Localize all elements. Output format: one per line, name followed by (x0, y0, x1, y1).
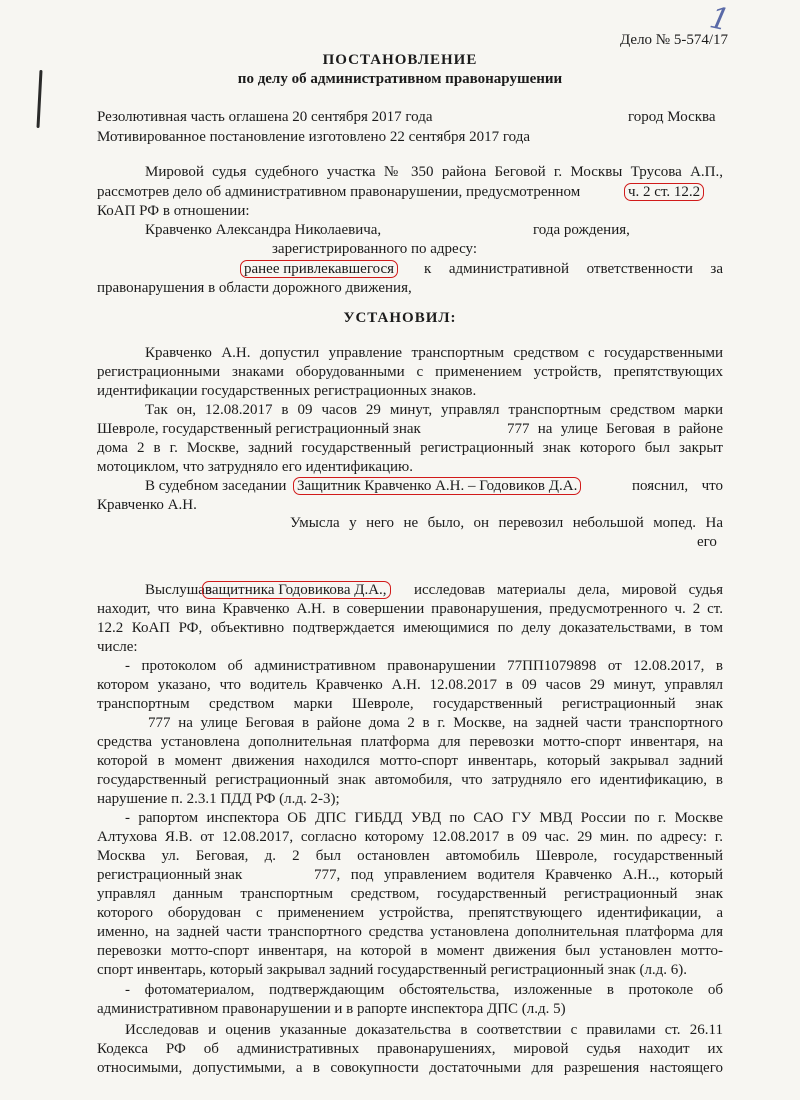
body-line: пояснил, что (632, 478, 723, 494)
intro-highlight (628, 182, 700, 202)
body-line: Кодекса РФ об административных правонарушениях, мировой судья находит их (97, 1041, 723, 1057)
body-line: Шевроле, государственный регистрационный знак (97, 421, 421, 437)
body-line: В судебном заседании (145, 478, 287, 494)
birth-year-label: года рождения, (533, 222, 630, 238)
body-line: Так он, 12.08.2017 в 09 часов 29 минут, управлял транспортным средством марки (145, 402, 723, 418)
intro-line: к административной ответственности за (424, 261, 723, 277)
body-line: Исследовав и оценив указанные доказательства в соответствии с правилами ст. 26.11 (125, 1022, 723, 1038)
evidence-line: транспортным средством марки Шевроле, государственный регистрационный знак (97, 696, 723, 712)
evidence-line: средства установлена дополнительная платформа для перевозки мотто-спорт инвентаря, на (97, 734, 723, 750)
registered-address-label: зарегистрированного по адресу: (272, 241, 477, 257)
intro-line (97, 182, 580, 202)
defendant-name: Кравченко Александра Николаевича, (145, 222, 382, 238)
circled-defender: Защитник Кравченко А.Н. – Годовиков Д.А. (293, 477, 581, 495)
intro-text: рассмотрев дело об административном правонарушении, предусмотренном (97, 184, 581, 200)
established-heading: УСТАНОВИЛ: (343, 310, 457, 326)
body-line: относимыми, допустимыми, а в совокупности достаточными для разрешения настоящего (97, 1060, 723, 1076)
defender-highlight (206, 580, 387, 600)
body-line: идентификации государственных регистрационных знаков. (97, 383, 477, 399)
circled-article: ч. 2 ст. 12.2 (624, 183, 704, 201)
evidence-line: которого оборудован с применением устройства, препятствующего идентификации, а (97, 905, 723, 921)
evidence-line: Алтухова Я.В. от 12.08.2017, согласно которому 12.08.2017 в 09 час. 29 мин. по адресу: г. (97, 829, 723, 845)
body-line: числе: (97, 639, 138, 655)
evidence-line: управлял данным транспортным средством, государственный регистрационный знак (97, 886, 723, 902)
body-line: его (697, 534, 717, 550)
circled-prior: ранее привлекавшегося (240, 260, 398, 278)
body-line: 12.2 КоАП РФ, объективно подтверждается имеющимися по делу доказательствами, в том (97, 620, 723, 636)
motivated-date: Мотивированное постановление изготовлено 22 сентября 2017 года (97, 129, 531, 145)
case-number: Дело № 5-574/17 (620, 32, 729, 48)
circled-defender-2: защитника Годовикова Д.А., (202, 581, 391, 599)
evidence-line: котором указано, что водитель Кравченко А.Н. 12.08.2017 в 09 часов 29 минут, управлял (97, 677, 723, 693)
evidence-line: Москва ул. Беговая, д. 2 был остановлен автомобиль Шевроле, государственный (97, 848, 723, 864)
document-subtitle: по делу об административном правонарушении (237, 71, 563, 87)
evidence-line: - фотоматериалом, подтверждающим обстоятельства, изложенные в протоколе об (125, 982, 723, 998)
evidence-line: регистрационный знак (97, 867, 243, 883)
body-line: 777 на улице Беговая в районе (507, 421, 723, 437)
body-line: Кравченко А.Н. (97, 497, 197, 513)
body-line: Кравченко А.Н. допустил управление транспортным средством с государственными (145, 345, 723, 361)
body-line: регистрационными знаками оборудованными с применением устройств, препятствующих (97, 364, 723, 380)
body-line: Умысла у него не было, он перевозил небольшой мопед. На (290, 515, 723, 531)
evidence-line: 777, под управлением водителя Кравченко А.Н.., который (314, 867, 723, 883)
defender-highlight (297, 476, 577, 496)
evidence-line: перевозки мотто-спорт инвентаря, на которой в момент движения был установлен мотто- (97, 943, 723, 959)
evidence-line: которой в момент движения находился мотто-спорт инвентарь, который закрывал задний (97, 753, 723, 769)
evidence-line: 777 на улице Беговая в районе дома 2 в г. Москве, на задней части транспортного (148, 715, 723, 731)
evidence-line: - рапортом инспектора ОБ ДПС ГИБДД УВД по САО ГУ МВД России по г. Москве (125, 810, 723, 826)
body-line: исследовав материалы дела, мировой судья (414, 582, 723, 598)
intro-line: КоАП РФ в отношении: (97, 203, 250, 219)
body-line: дома 2 в г. Москве, задний государственный регистрационный знак которого был закрыт (97, 440, 723, 456)
city: город Москва (628, 109, 716, 125)
page-number: 1 (706, 0, 733, 39)
evidence-line: спорт инвентарь, который закрывал задний государственный регистрационный знак (л.д. 6). (97, 962, 688, 978)
prior-offence (244, 259, 394, 279)
body-line: Выслушав (145, 582, 213, 598)
evidence-line: именно, на задней части транспортного средства установлена дополнительная платформа для (97, 924, 723, 940)
document-title: ПОСТАНОВЛЕНИЕ (322, 52, 478, 68)
body-line: находит, что вина Кравченко А.Н. в совершении правонарушения, предусмотренного ч. 2 ст. (97, 601, 723, 617)
evidence-line: - протоколом об административном правонарушении 77ПП1079898 от 12.08.2017, в (125, 658, 723, 674)
body-line: мотоциклом, что затрудняло его идентификацию. (97, 459, 414, 475)
evidence-line: государственный регистрационный знак автомобиля, что затрудняло его идентификацию, в (97, 772, 723, 788)
intro-line: Мировой судья судебного участка № 350 района Беговой г. Москвы Трусова А.П., (145, 164, 723, 180)
evidence-line: административном правонарушении и в рапорте инспектора ДПС (л.д. 5) (97, 1001, 566, 1017)
intro-line: правонарушения в области дорожного движения, (97, 280, 412, 296)
resolutive-date: Резолютивная часть оглашена 20 сентября 2017 года (97, 109, 433, 125)
evidence-line: нарушение п. 2.3.1 ПДД РФ (л.д. 2-3); (97, 791, 340, 807)
